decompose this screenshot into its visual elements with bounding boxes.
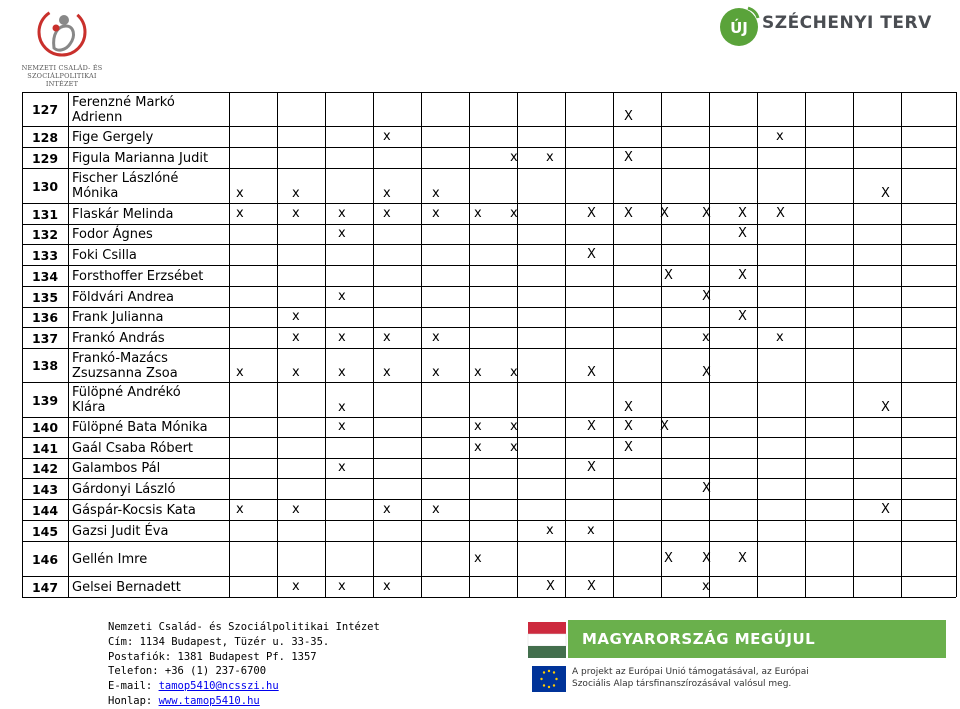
- cell-mark-c1: x: [236, 501, 244, 517]
- person-name: Fige Gergely: [72, 129, 154, 145]
- cell-mark-c7: x: [510, 149, 518, 165]
- person-name: Gazsi Judit Éva: [72, 523, 169, 539]
- cell-mark-c4: x: [383, 186, 391, 201]
- table-row: [22, 203, 956, 224]
- footer-phone: Telefon: +36 (1) 237-6700: [108, 665, 267, 678]
- cell-mark-c2: x: [292, 205, 300, 221]
- cell-mark-c3: x: [338, 578, 346, 594]
- cell-mark-c17: X: [881, 501, 890, 517]
- cell-mark-c9: X: [587, 205, 596, 221]
- cell-mark-c3: x: [338, 365, 346, 380]
- person-name: Fischer Lászlóné: [72, 171, 179, 186]
- cell-mark-c10: X: [624, 149, 633, 165]
- table-row: [22, 224, 956, 244]
- family-logo-icon: [34, 4, 90, 62]
- cell-mark-c1: x: [236, 365, 244, 380]
- person-name: Galambos Pál: [72, 461, 161, 476]
- cell-mark-c3: x: [338, 400, 346, 415]
- table-row: [22, 265, 956, 286]
- magyarorszag-megujul-banner: MAGYARORSZÁG MEGÚJUL: [568, 620, 946, 658]
- table-row: [22, 478, 956, 499]
- table-row: [22, 168, 956, 203]
- cell-mark-c15: x: [776, 329, 784, 345]
- person-name: Gárdonyi László: [72, 481, 176, 497]
- cell-mark-c2: x: [292, 186, 300, 201]
- cell-mark-c11: X: [660, 205, 669, 221]
- cell-mark-c17: X: [881, 186, 890, 201]
- table-row: [22, 126, 956, 147]
- person-name: Fülöpné Bata Mónika: [72, 420, 208, 435]
- cell-mark-c9: X: [587, 419, 596, 434]
- row-number: 130: [31, 178, 59, 194]
- cell-mark-c13: X: [702, 288, 711, 304]
- cell-mark-c13: X: [702, 480, 711, 496]
- row-number: 138: [31, 358, 59, 373]
- person-name: Adrienn: [72, 110, 123, 125]
- person-name: Klára: [72, 400, 106, 415]
- row-number: 140: [31, 420, 59, 435]
- row-number: 144: [31, 502, 59, 518]
- person-name: Frankó András: [72, 330, 165, 346]
- person-name: Gelsei Bernadett: [72, 579, 181, 595]
- cell-mark-c6: x: [474, 550, 482, 566]
- person-name: Frankó-Mazács: [72, 351, 168, 366]
- cell-mark-c9: X: [587, 460, 596, 475]
- cell-mark-c4: x: [383, 128, 391, 144]
- cell-mark-c5: x: [432, 205, 440, 221]
- person-name: Forsthoffer Erzsébet: [72, 268, 204, 284]
- column-divider: [853, 92, 854, 597]
- logo-text-line-1: NEMZETI CSALÁD- ÉS: [21, 64, 103, 72]
- cell-mark-c13: X: [702, 205, 711, 221]
- cell-mark-c10: X: [624, 439, 633, 455]
- cell-mark-c9: X: [587, 246, 596, 262]
- column-divider: [565, 92, 566, 597]
- cell-mark-c15: x: [776, 128, 784, 144]
- cell-mark-c1: x: [236, 186, 244, 201]
- table-row: [22, 520, 956, 541]
- person-name: Figula Marianna Judit: [72, 150, 209, 166]
- person-name: Gaál Csaba Róbert: [72, 440, 194, 456]
- eu-text-line-1: A projekt az Európai Unió támogatásával, az Európai: [572, 667, 809, 677]
- cell-mark-c3: x: [338, 288, 346, 304]
- column-divider: [469, 92, 470, 597]
- cell-mark-c2: x: [292, 578, 300, 594]
- column-divider: [757, 92, 758, 597]
- table-row: [22, 499, 956, 520]
- cell-mark-c5: x: [432, 501, 440, 517]
- cell-mark-c10: X: [624, 109, 633, 124]
- person-name: Fodor Ágnes: [72, 227, 153, 242]
- cell-mark-c9: X: [587, 578, 596, 594]
- person-name: Földvári Andrea: [72, 289, 174, 305]
- table-row: [22, 307, 956, 327]
- person-name: Gellén Imre: [72, 551, 148, 567]
- cell-mark-c14: X: [738, 550, 747, 566]
- footer-web-label: Honlap:: [108, 694, 159, 707]
- cell-mark-c8: X: [546, 578, 555, 594]
- szechenyi-terv-logo: [718, 4, 932, 54]
- logo-text-line-2: SZOCIÁLPOLITIKAI INTÉZET: [27, 72, 97, 88]
- cell-mark-c15: X: [776, 205, 785, 221]
- row-number: 147: [31, 579, 59, 595]
- cell-mark-c2: x: [292, 309, 300, 324]
- cell-mark-c6: x: [474, 439, 482, 455]
- ncssz-logo: [12, 4, 112, 88]
- column-divider: [613, 92, 614, 597]
- table-row: [22, 437, 956, 458]
- footer-pobox: Postafiók: 1381 Budapest Pf. 1357: [108, 650, 317, 663]
- cell-mark-c5: x: [432, 365, 440, 380]
- cell-mark-c8: x: [546, 149, 554, 165]
- column-divider: [517, 92, 518, 597]
- row-number: 131: [31, 206, 59, 222]
- footer-email-label: E-mail:: [108, 680, 159, 693]
- column-divider: [421, 92, 422, 597]
- column-divider: [68, 92, 69, 597]
- cell-mark-c5: x: [432, 186, 440, 201]
- contact-footer: [108, 620, 380, 709]
- column-divider: [709, 92, 710, 597]
- column-divider: [956, 92, 957, 597]
- cell-mark-c2: x: [292, 501, 300, 517]
- row-number: 127: [31, 102, 59, 117]
- cell-mark-c7: x: [510, 365, 518, 380]
- row-number: 136: [31, 310, 59, 325]
- cell-mark-c13: x: [702, 329, 710, 345]
- cell-mark-c9: X: [587, 365, 596, 380]
- row-number: 129: [31, 150, 59, 166]
- table-bottom-border: [22, 597, 956, 598]
- cell-mark-c4: x: [383, 501, 391, 517]
- row-number: 145: [31, 523, 59, 539]
- cell-mark-c14: X: [738, 226, 747, 241]
- column-divider: [325, 92, 326, 597]
- eu-funding-text: [572, 666, 809, 690]
- row-number: 139: [31, 392, 59, 408]
- cell-mark-c6: x: [474, 419, 482, 434]
- cell-mark-c13: X: [702, 550, 711, 566]
- person-name: Mónika: [72, 186, 119, 201]
- cell-mark-c12: X: [664, 267, 673, 283]
- cell-mark-c14: X: [738, 205, 747, 221]
- cell-mark-c4: x: [383, 205, 391, 221]
- cell-mark-c2: x: [292, 329, 300, 345]
- column-divider: [22, 92, 23, 597]
- column-divider: [661, 92, 662, 597]
- eu-flag-icon: [532, 666, 566, 692]
- person-name: Zsuzsanna Zsoa: [72, 366, 178, 381]
- cell-mark-c3: x: [338, 460, 346, 475]
- cell-mark-c10: X: [624, 419, 633, 434]
- cell-mark-c10: X: [624, 205, 633, 221]
- table-row: [22, 92, 956, 126]
- row-number: 135: [31, 289, 59, 305]
- row-number: 132: [31, 227, 59, 242]
- cell-mark-c4: x: [383, 365, 391, 380]
- cell-mark-c6: x: [474, 205, 482, 221]
- footer-web-link[interactable]: www.tamop5410.hu: [158, 694, 260, 707]
- table-row: [22, 327, 956, 348]
- cell-mark-c5: x: [432, 329, 440, 345]
- cell-mark-c4: x: [383, 329, 391, 345]
- cell-mark-c3: x: [338, 226, 346, 241]
- cell-mark-c14: X: [738, 309, 747, 324]
- cell-mark-c3: x: [338, 329, 346, 345]
- row-number: 141: [31, 440, 59, 456]
- row-number: 134: [31, 268, 59, 284]
- cell-mark-c9: x: [587, 522, 595, 538]
- column-divider: [901, 92, 902, 597]
- row-number: 128: [31, 129, 59, 145]
- cell-mark-c7: x: [510, 419, 518, 434]
- table-row: [22, 286, 956, 307]
- cell-mark-c4: x: [383, 578, 391, 594]
- person-name: Flaskár Melinda: [72, 206, 174, 222]
- cell-mark-c6: x: [474, 365, 482, 380]
- footer-email-line: [108, 679, 380, 694]
- cell-mark-c12: X: [664, 550, 673, 566]
- row-number: 133: [31, 247, 59, 263]
- table-row: [22, 382, 956, 417]
- cell-mark-c3: x: [338, 419, 346, 434]
- row-number: 143: [31, 481, 59, 497]
- cell-mark-c7: x: [510, 439, 518, 455]
- column-divider: [373, 92, 374, 597]
- hungarian-flag-icon: [524, 620, 570, 666]
- footer-email-link[interactable]: tamop5410@ncsszi.hu: [158, 680, 279, 693]
- table-row: [22, 541, 956, 576]
- table-row: [22, 576, 956, 597]
- cell-mark-c13: X: [702, 365, 711, 380]
- cell-mark-c14: X: [738, 267, 747, 283]
- row-number: 142: [31, 461, 59, 476]
- table-row: [22, 147, 956, 168]
- cell-mark-c13: x: [702, 578, 710, 594]
- footer-web-line: [108, 694, 380, 709]
- row-number: 146: [31, 551, 59, 567]
- szechenyi-terv-text: SZÉCHENYI TERV: [762, 13, 932, 33]
- cell-mark-c2: x: [292, 365, 300, 380]
- uj-mark-text: ÚJ: [730, 19, 748, 37]
- table-row: [22, 244, 956, 265]
- person-name: Gáspár-Kocsis Kata: [72, 502, 196, 518]
- table-row: [22, 348, 956, 382]
- row-number: 137: [31, 330, 59, 346]
- uj-badge-icon: [718, 4, 760, 48]
- cell-mark-c8: x: [546, 522, 554, 538]
- cell-mark-c1: x: [236, 205, 244, 221]
- cell-mark-c17: X: [881, 400, 890, 415]
- footer-address: Cím: 1134 Budapest, Tüzér u. 33-35.: [108, 635, 330, 648]
- cell-mark-c10: X: [624, 400, 633, 415]
- person-name: Foki Csilla: [72, 247, 137, 263]
- column-divider: [805, 92, 806, 597]
- person-name: Ferenzné Markó: [72, 95, 175, 110]
- table-row: [22, 458, 956, 478]
- person-name: Frank Julianna: [72, 310, 164, 325]
- column-divider: [277, 92, 278, 597]
- cell-mark-c3: x: [338, 205, 346, 221]
- person-name: Fülöpné Andrékó: [72, 385, 181, 400]
- table-row: [22, 417, 956, 437]
- cell-mark-c7: x: [510, 205, 518, 221]
- footer-org: Nemzeti Család- és Szociálpolitikai Intézet: [108, 621, 380, 633]
- eu-text-line-2: Szociális Alap társfinanszírozásával valósul meg.: [572, 679, 792, 689]
- column-divider: [229, 92, 230, 597]
- cell-mark-c11: X: [660, 419, 669, 434]
